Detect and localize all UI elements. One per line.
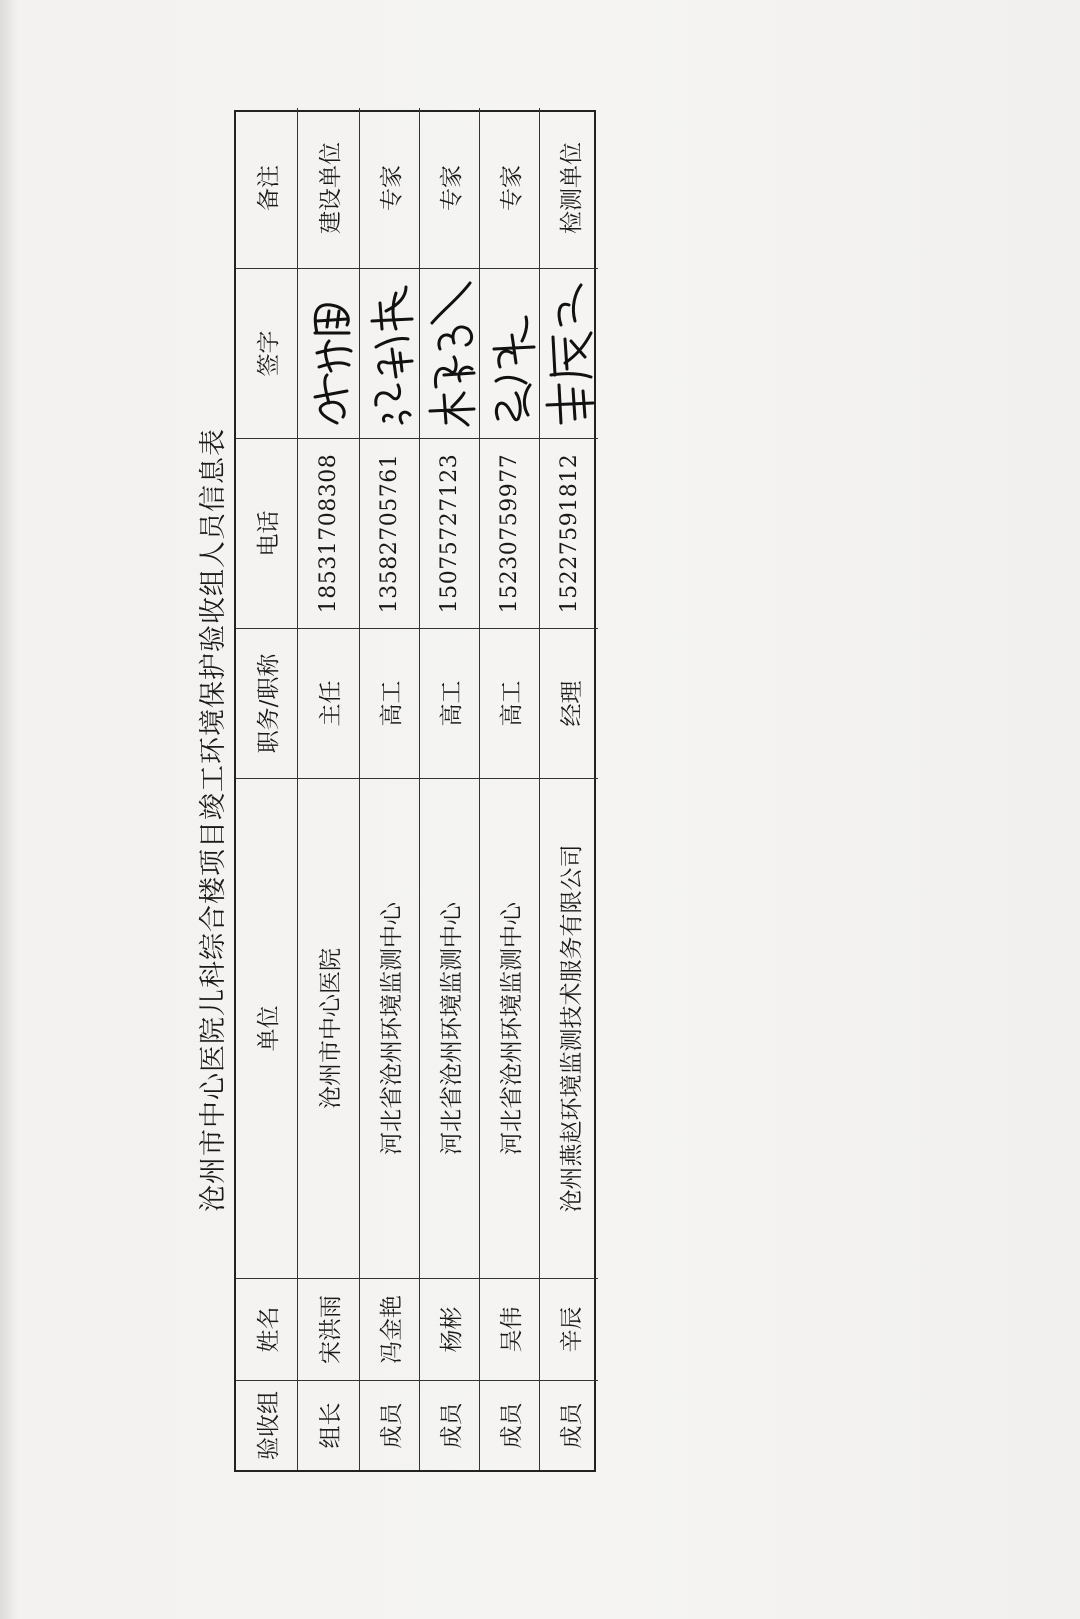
row-signature [420,268,480,438]
row-unit: 河北省沧州环境监测中心 [480,778,540,1278]
row-phone: 15230759977 [480,438,540,628]
row-note: 专家 [480,108,540,268]
row-title: 高工 [480,628,540,778]
row-unit: 河北省沧州环境监测中心 [420,778,480,1278]
row-name: 杨彬 [420,1278,480,1380]
row-signature [480,268,540,438]
row-group: 成员 [360,1380,420,1470]
handwritten-signature-fengjinyan [362,274,418,434]
row-title: 高工 [420,628,480,778]
row-title: 主任 [298,628,360,778]
header-note: 备注 [236,108,298,268]
row-group: 成员 [540,1380,598,1470]
row-phone: 15075727123 [420,438,480,628]
header-group: 验收组 [236,1380,298,1470]
row-note: 检测单位 [558,142,585,234]
row-name: 吴伟 [480,1278,540,1380]
row-group: 组长 [298,1380,360,1470]
row-phone: 18531708308 [298,438,360,628]
row-group: 成员 [420,1380,480,1470]
header-unit: 单位 [236,778,298,1278]
row-note: 建设单位 [298,108,360,268]
row-title: 经理 [540,628,598,778]
row-phone: 13582705761 [360,438,420,628]
row-unit: 沧州市中心医院 [298,778,360,1278]
row-name: 辛辰 [540,1278,598,1380]
handwritten-signature-songhongyu [301,274,357,434]
personnel-table [234,110,596,1472]
row-signature [540,268,598,438]
row-signature [360,268,420,438]
row-signature [298,268,360,438]
header-phone: 电话 [236,438,298,628]
row-phone: 15227591812 [540,438,598,628]
row-note: 专家 [360,108,420,268]
row-name: 冯金艳 [360,1278,420,1380]
handwritten-signature-xinchen [541,274,597,434]
row-title: 高工 [360,628,420,778]
document-title: 沧州市中心医院儿科综合楼项目竣工环境保护验收组人员信息表 [198,428,229,1212]
header-title: 职务/职称 [236,628,298,778]
header-signature: 签字 [236,268,298,438]
row-group: 成员 [480,1380,540,1470]
handwritten-signature-yangbin [422,274,478,434]
row-unit: 沧州燕赵环境监测技术服务有限公司 [540,778,598,1278]
header-name: 姓名 [236,1278,298,1380]
row-note: 专家 [420,108,480,268]
row-name: 宋洪雨 [298,1278,360,1380]
row-unit: 河北省沧州环境监测中心 [360,778,420,1278]
handwritten-signature-wuwei [482,274,538,434]
rotated-document [192,120,585,1520]
